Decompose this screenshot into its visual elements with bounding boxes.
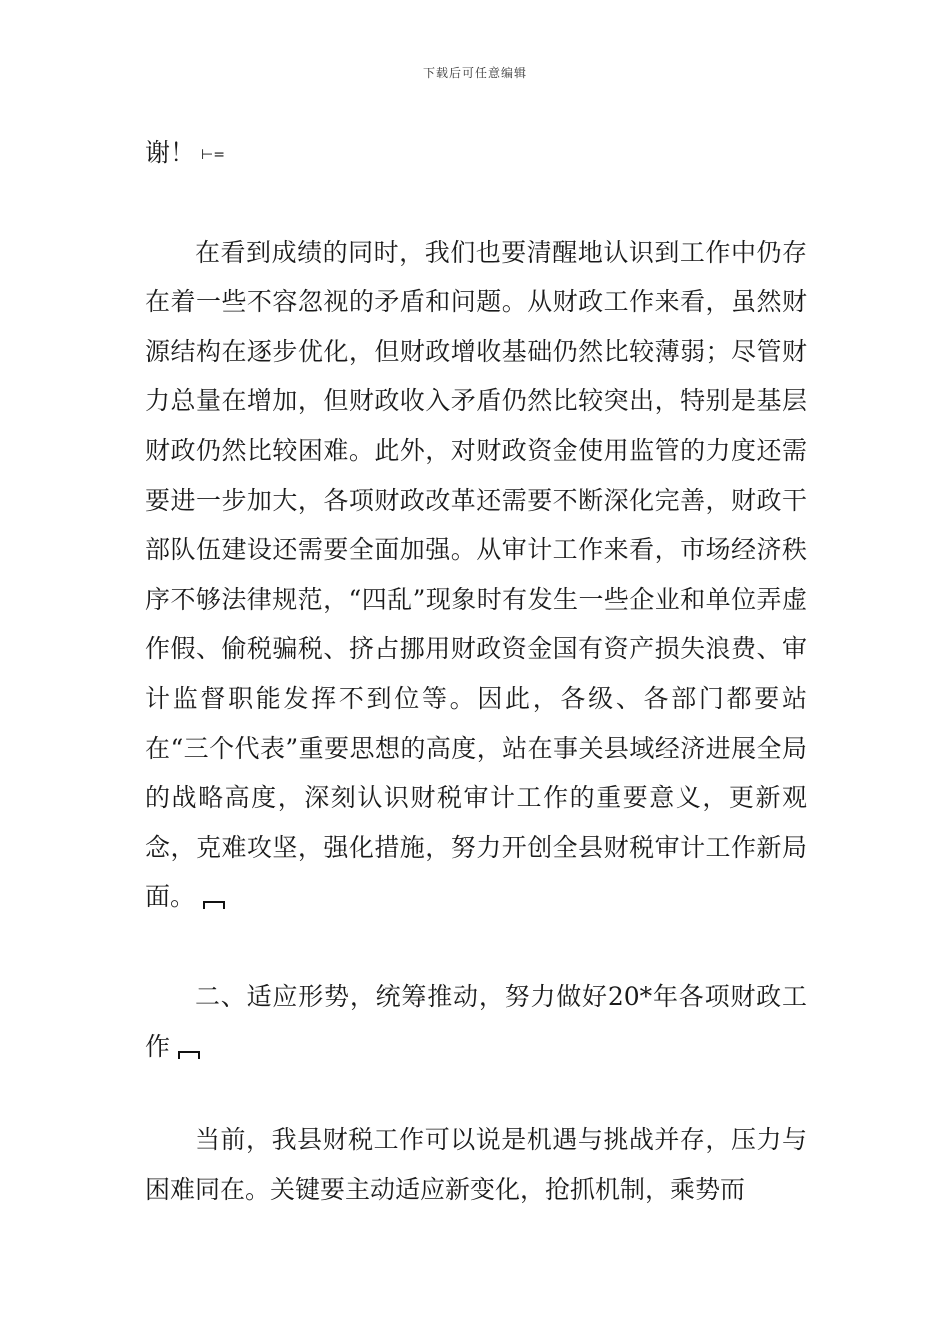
paragraph-gap bbox=[145, 178, 807, 228]
paragraph-gap bbox=[145, 1071, 807, 1115]
paragraph-current bbox=[145, 1115, 807, 1214]
page-header: 下载后可任意编辑 bbox=[422, 66, 527, 80]
paragraph-mark-icon bbox=[178, 1051, 200, 1059]
paragraph-mark-icon bbox=[203, 901, 225, 909]
paragraph-problems bbox=[145, 228, 807, 922]
paragraph-gap bbox=[145, 922, 807, 972]
section-heading bbox=[145, 972, 807, 1071]
document-body bbox=[145, 128, 807, 1214]
paragraph-text: 在看到成绩的同时，我们也要清醒地认识到工作中仍存在着一些不容忽视的矛盾和问题。从财政工作来看，虽然财源结构在逐步优化，但财政增收基础仍然比较薄弱；尽管财力总量在增加，但财政收入矛盾仍然比较突出，特别是基层财政仍然比较困难。此外，对财政资金使用监管的力度还需要进一步加大，各项财政改革还需要不断深化完善，财政干部队伍建设还需要全面加强。从审计工作来看，市场经济秩序不够法律规范，“四乱”现象时有发生一些企业和单位弄虚作假、偷税骗税、挤占挪用财政资金国有资产损失浪费、审计监督职能发挥不到位等。因此，各级、各部门都要站在“三个代表”重要思想的高度，站在事关县域经济进展全局的战略高度，深刻认识财税审计工作的重要意义，更新观念，克难攻坚，强化措施，努力开创全县财税审计工作新局面。 bbox=[145, 237, 807, 912]
paragraph-text: 谢！ bbox=[145, 138, 196, 167]
paragraph-mark-icon: ⊢= bbox=[201, 146, 225, 163]
heading-text: 二、适应形势，统筹推动，努力做好20*年各项财政工作 bbox=[145, 981, 807, 1061]
paragraph-closing bbox=[145, 128, 807, 178]
paragraph-text: 当前，我县财税工作可以说是机遇与挑战并存，压力与困难同在。关键要主动适应新变化，抢抓机制，乘势而 bbox=[145, 1125, 807, 1204]
